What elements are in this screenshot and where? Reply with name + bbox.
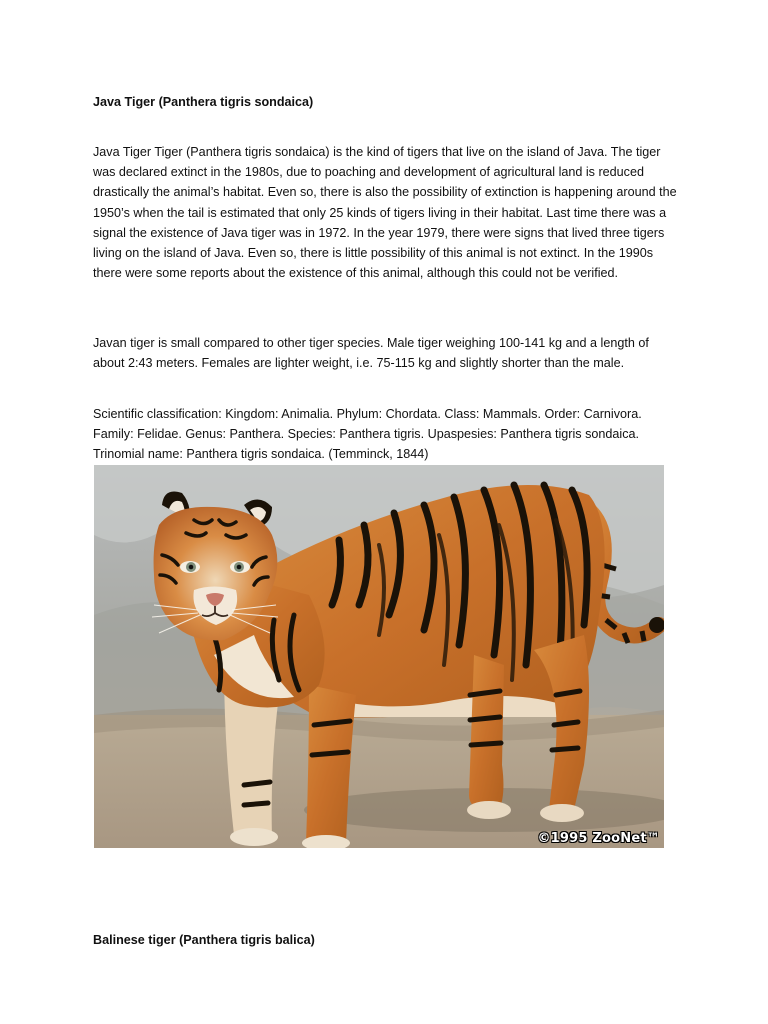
tiger-illustration bbox=[94, 465, 664, 848]
section-heading-balinese-tiger: Balinese tiger (Panthera tigris balica) bbox=[93, 933, 315, 947]
paragraph-java-tiger-size: Javan tiger is small compared to other tiger species. Male tiger weighing 100-141 kg and a length of about 2:43 meters. Females are lighter weight, i.e. 75-115 kg and slightly shorter than the male. bbox=[93, 336, 649, 371]
photo-copyright-watermark: ©1995 ZooNet™ bbox=[537, 831, 660, 846]
paragraph-scientific-classification: Scientific classification: Kingdom: Animalia. Phylum: Chordata. Class: Mammals. Order: Carnivora. Family: Felidae. Genus: Panthera. Species: Panthera tigris. Upaspesies: Panthera tigris sondaica. Trinomial name: Panthera tigris sondaica. (Temminck, 1844) bbox=[93, 407, 642, 462]
tiger-photo bbox=[94, 465, 664, 848]
paragraph-java-tiger-history: Java Tiger Tiger (Panthera tigris sondaica) is the kind of tigers that live on the island of Java. The tiger was declared extinct in the 1980s, due to poaching and development of agricultural land is reduced drastically the animal’s habitat. Even so, there is also the possibility of extinction is happening around the 1950’s when the tail is estimated that only 25 kinds of tigers living in their habitat. Last time there was a signal the existence of Java tiger was in 1972. In the year 1979, there were signs that lived three tigers living on the island of Java. Even so, there is little possibility of this animal is not extinct. In the 1990s there were some reports about the existence of this animal, although this could not be verified. bbox=[93, 145, 677, 281]
section-heading-java-tiger: Java Tiger (Panthera tigris sondaica) bbox=[93, 95, 314, 109]
